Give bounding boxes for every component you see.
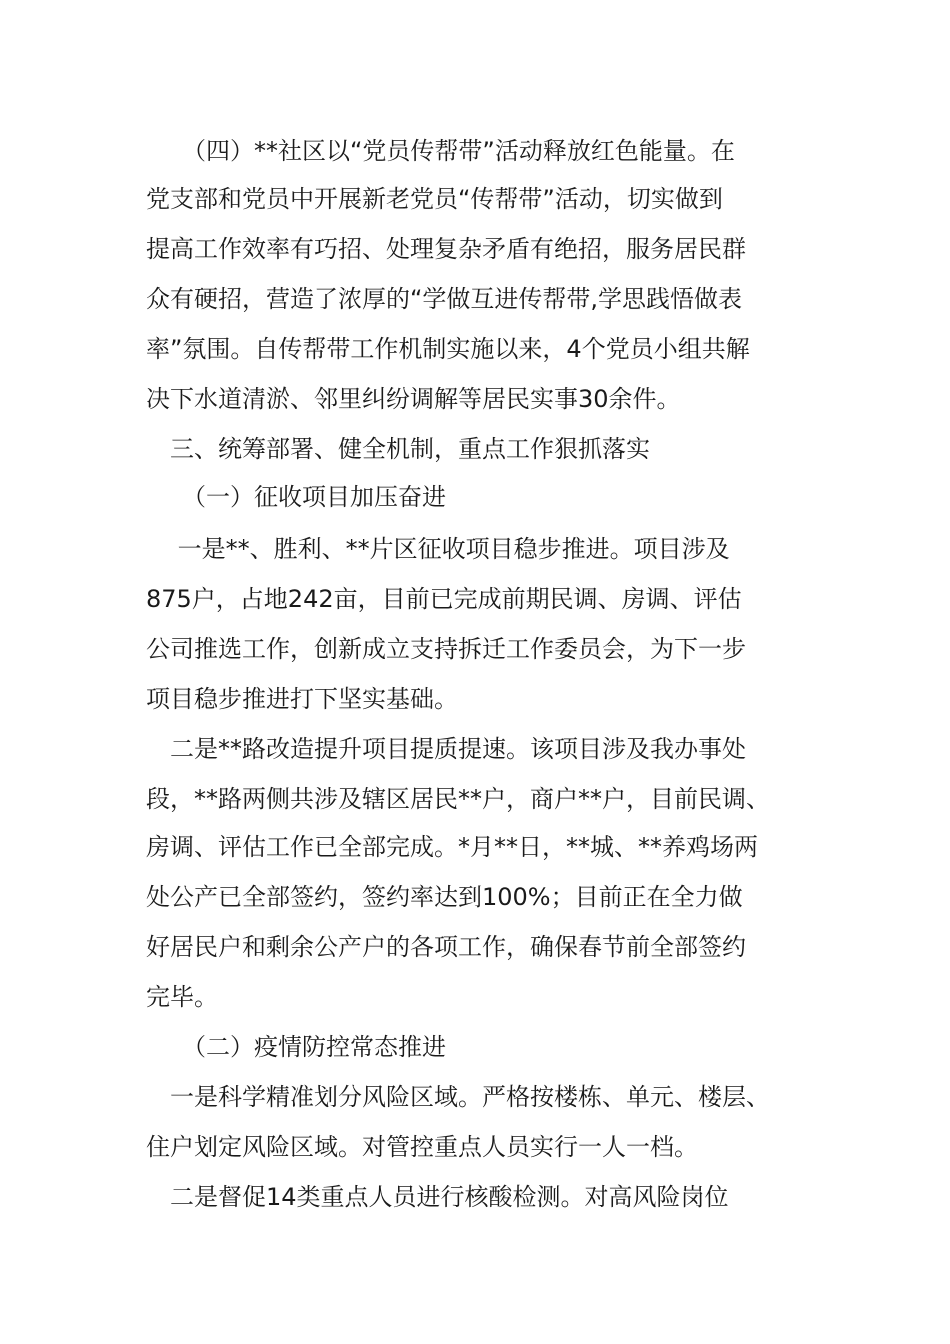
text-line-21: 住户划定风险区域。对管控重点人员实行一人一档。 <box>146 1133 698 1161</box>
text-line-3: 提高工作效率有巧招、处理复杂矛盾有绝招，服务居民群 <box>146 235 746 263</box>
text-line-9: 一是**、胜利、**片区征收项目稳步推进。项目涉及 <box>146 535 730 563</box>
subsection-heading-2: （二）疫情防控常态推进 <box>146 1033 446 1061</box>
text-line-12: 项目稳步推进打下坚实基础。 <box>146 685 458 713</box>
text-line-22: 二是督促14类重点人员进行核酸检测。对高风险岗位 <box>146 1183 729 1211</box>
text-line-17: 好居民户和剩余公产户的各项工作，确保春节前全部签约 <box>146 933 746 961</box>
text-line-6: 决下水道清淤、邻里纠纷调解等居民实事30余件。 <box>146 385 681 413</box>
text-line-2: 党支部和党员中开展新老党员“传帮带”活动，切实做到 <box>146 185 723 213</box>
text-line-4: 众有硬招，营造了浓厚的“学做互进传帮带,学思践悟做表 <box>146 285 743 313</box>
section-heading-3: 三、统筹部署、健全机制，重点工作狠抓落实 <box>146 435 650 463</box>
text-line-20: 一是科学精准划分风险区域。严格按楼栋、单元、楼层、 <box>146 1083 770 1111</box>
text-line-15: 房调、评估工作已全部完成。*月**日，**城、**养鸡场两 <box>146 833 758 861</box>
text-line-1: （四）**社区以“党员传帮带”活动释放红色能量。在 <box>146 137 735 165</box>
text-line-14: 段，**路两侧共涉及辖区居民**户，商户**户，目前民调、 <box>146 785 770 813</box>
text-line-18: 完毕。 <box>146 983 218 1011</box>
text-line-13: 二是**路改造提升项目提质提速。该项目涉及我办事处 <box>146 735 746 763</box>
text-line-5: 率”氛围。自传帮带工作机制实施以来，4个党员小组共解 <box>146 335 750 363</box>
text-line-10: 875户，占地242亩，目前已完成前期民调、房调、评估 <box>146 585 742 613</box>
text-line-11: 公司推选工作，创新成立支持拆迁工作委员会，为下一步 <box>146 635 746 663</box>
text-line-16: 处公产已全部签约，签约率达到100%；目前正在全力做 <box>146 883 743 911</box>
subsection-heading-1: （一）征收项目加压奋进 <box>146 483 446 511</box>
